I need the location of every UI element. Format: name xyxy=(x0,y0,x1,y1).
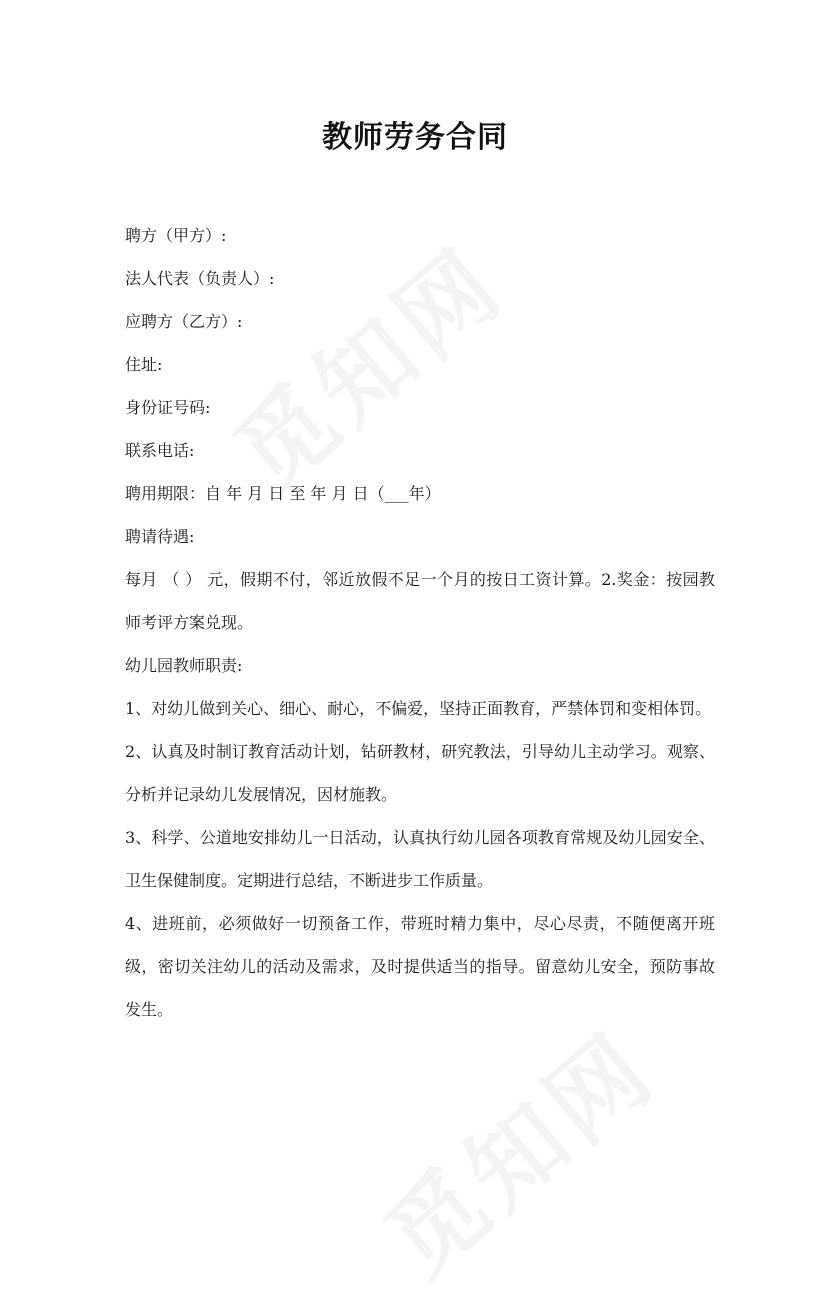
document-title: 教师劳务合同 xyxy=(322,120,508,155)
legal-representative-field: 法人代表（负责人）: xyxy=(125,269,275,288)
salary-paragraph: 每月 （ ） 元，假期不付，邻近放假不足一个月的按日工资计算。2.奖金：按园教师考评方案兑现。 xyxy=(125,570,715,632)
id-number-field: 身份证号码: xyxy=(125,398,211,417)
address-field: 住址: xyxy=(125,355,163,374)
duty-item: 4、进班前，必须做好一切预备工作，带班时精力集中，尽心尽责，不随便离开班级，密切关注幼儿的活动及需求，及时提供适当的指导。留意幼儿安全，预防事故发生。 xyxy=(125,914,715,1019)
compensation-field: 聘请待遇: xyxy=(125,527,195,546)
document-body xyxy=(125,214,715,1031)
watermark xyxy=(352,996,679,1301)
duty-item: 1、对幼儿做到关心、细心、耐心，不偏爱，坚持正面教育，严禁体罚和变相体罚。 xyxy=(125,699,712,718)
employment-period-field: 聘用期限：自 年 月 日 至 年 月 日（___年） xyxy=(125,484,441,503)
duties-heading: 幼儿园教师职责: xyxy=(125,656,243,675)
employee-field: 应聘方（乙方）: xyxy=(125,312,243,331)
duty-item: 3、科学、公道地安排幼儿一日活动，认真执行幼儿园各项教育常规及幼儿园安全、卫生保健制度。定期进行总结，不断进步工作质量。 xyxy=(125,828,715,890)
duty-item: 2、认真及时制订教育活动计划，钻研教材，研究教法，引导幼儿主动学习。观察、分析并记录幼儿发展情况，因材施教。 xyxy=(125,742,715,804)
phone-field: 联系电话: xyxy=(125,441,195,460)
employer-field: 聘方（甲方）: xyxy=(125,226,227,245)
